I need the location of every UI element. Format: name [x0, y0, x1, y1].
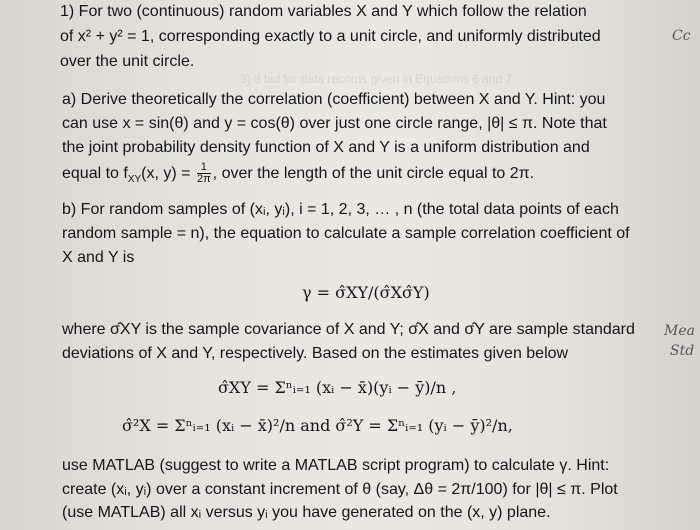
part-b-line-3: X and Y is — [62, 249, 135, 266]
margin-note-top-right: Cc — [672, 28, 691, 44]
part-b-line-4: where σ̂XY is the sample covariance of X and Y; σ̂X and σ̂Y are sample standard — [62, 321, 635, 338]
covariance-equation: σ̂XY = Σⁿᵢ₌₁ (xᵢ − x̄)(yᵢ − ȳ)/n , — [218, 378, 457, 397]
bleed-through-text: 3) 8 bid for data records given in Equations 6 and 7 — [240, 72, 513, 86]
problem-line-1: 1) For two (continuous) random variables X and Y which follow the relation — [60, 3, 587, 20]
pdf-fraction — [197, 162, 211, 185]
part-b-line-8: (use MATLAB) all xᵢ versus yᵢ you have generated on the (x, y) plane. — [62, 504, 551, 521]
part-b-line-5: deviations of X and Y, respectively. Based on the estimates given below — [62, 345, 569, 362]
part-a-line-3: the joint probability density function of X and Y is a uniform distribution and — [62, 139, 590, 156]
pdf-prefix: equal to f — [62, 165, 128, 182]
pdf-subscript: XY — [127, 174, 142, 186]
fraction-numerator: 1 — [197, 162, 211, 174]
problem-line-2: of x² + y² = 1, corresponding exactly to a unit circle, and uniformly distributed — [60, 28, 601, 45]
margin-note-std: Std — [670, 343, 695, 359]
correlation-equation: γ = σ̂XY/(σ̂Xσ̂Y) — [302, 283, 430, 302]
part-b-line-2: random sample = n), the equation to calculate a sample correlation coefficient of — [62, 225, 630, 242]
fraction-denominator: 2π — [196, 173, 211, 186]
part-b-line-1: b) For random samples of (xᵢ, yᵢ), i = 1, 2, 3, … , n (the total data points of each — [62, 201, 619, 218]
pdf-args: (x, y) = — [141, 165, 195, 182]
part-b-line-6: use MATLAB (suggest to write a MATLAB script program) to calculate γ. Hint: — [62, 457, 610, 474]
problem-line-3: over the unit circle. — [60, 53, 195, 70]
part-a-line-2: can use x = sin(θ) and y = cos(θ) over just one circle range, |θ| ≤ π. Note that — [62, 115, 607, 132]
pdf-suffix: , over the length of the unit circle equal to 2π. — [212, 165, 535, 182]
margin-note-mean: Mea — [664, 323, 695, 339]
part-b-line-7: create (xᵢ, yᵢ) over a constant increment of θ (say, Δθ = 2π/100) for |θ| ≤ π. Plot — [62, 481, 618, 498]
variance-equations: σ̂²X = Σⁿᵢ₌₁ (xᵢ − x̄)²/n and σ̂²Y = Σⁿᵢ₌₁ (yᵢ − ȳ)²/n, — [122, 416, 513, 435]
part-a-line-1: a) Derive theoretically the correlation (coefficient) between X and Y. Hint: you — [62, 91, 606, 108]
part-a-line-4 — [62, 160, 534, 194]
